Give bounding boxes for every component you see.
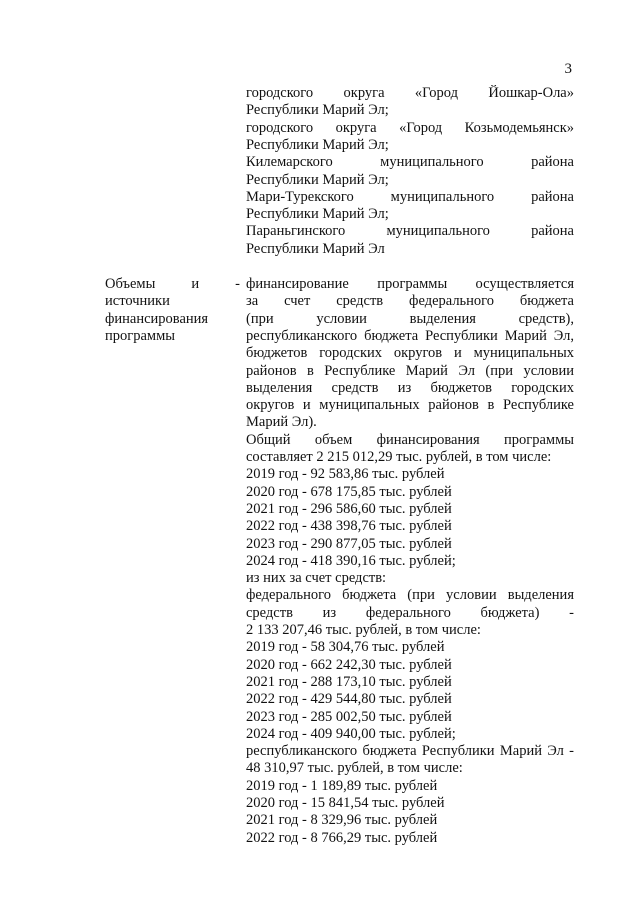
financing-line: 2019 год - 58 304,76 тыс. рублей xyxy=(246,639,445,656)
page-number: 3 xyxy=(564,61,572,77)
financing-line: 2023 год - 285 002,50 тыс. рублей xyxy=(246,708,452,725)
financing-line: районов в Республике Марий Эл (при условии xyxy=(246,362,574,379)
municipality-line: городского округа «Город Козьмодемьянск» xyxy=(246,119,574,136)
section-label-line: Объемы и - xyxy=(105,276,240,292)
financing-line: республиканского бюджета Республики Марий Эл, xyxy=(246,327,574,344)
municipality-line: Республики Марий Эл; xyxy=(246,136,389,153)
financing-line: Марий Эл). xyxy=(246,414,317,431)
financing-line: 2020 год - 662 242,30 тыс. рублей xyxy=(246,656,452,673)
financing-line: 2021 год - 288 173,10 тыс. рублей xyxy=(246,673,452,690)
municipality-line: Республики Марий Эл; xyxy=(246,206,389,223)
financing-line: 2024 год - 409 940,00 тыс. рублей; xyxy=(246,725,456,742)
municipality-line: Мари-Турекского муниципального района xyxy=(246,188,574,205)
municipality-line: Республики Марий Эл; xyxy=(246,171,389,188)
financing-line: 2021 год - 8 329,96 тыс. рублей xyxy=(246,812,438,829)
financing-line: республиканского бюджета Республики Марий Эл - xyxy=(246,743,574,760)
financing-line: бюджетов городских округов и муниципальных xyxy=(246,345,574,362)
municipality-line: Килемарского муниципального района xyxy=(246,154,574,171)
municipality-line: Республики Марий Эл xyxy=(246,240,385,257)
financing-line: 2 133 207,46 тыс. рублей, в том числе: xyxy=(246,622,481,638)
financing-line: средств из федерального бюджета) - xyxy=(246,604,574,621)
financing-line: 2020 год - 15 841,54 тыс. рублей xyxy=(246,795,445,811)
section-label-line: источники xyxy=(105,293,170,310)
financing-line: 2019 год - 92 583,86 тыс. рублей xyxy=(246,466,445,483)
financing-line: 48 310,97 тыс. рублей, в том числе: xyxy=(246,760,463,777)
municipality-line: Параньгинского муниципального района xyxy=(246,223,574,240)
financing-line: 2021 год - 296 586,60 тыс. рублей xyxy=(246,500,452,517)
financing-line: 2019 год - 1 189,89 тыс. рублей xyxy=(246,777,438,794)
municipality-line: Республики Марий Эл; xyxy=(246,102,389,119)
section-label-line: финансирования xyxy=(105,310,209,327)
financing-line: 2022 год - 8 766,29 тыс. рублей xyxy=(246,829,438,846)
financing-line: 2024 год - 418 390,16 тыс. рублей; xyxy=(246,552,456,569)
financing-line: составляет 2 215 012,29 тыс. рублей, в том числе: xyxy=(246,449,552,465)
financing-line: за счет средств федерального бюджета xyxy=(246,293,574,310)
section-label-line: программы xyxy=(105,327,175,344)
financing-line: 2020 год - 678 175,85 тыс. рублей xyxy=(246,483,452,500)
financing-line: выделения средств из бюджетов городских xyxy=(246,379,574,396)
financing-line: 2022 год - 438 398,76 тыс. рублей xyxy=(246,518,452,535)
financing-line: Общий объем финансирования программы xyxy=(246,431,574,448)
financing-line: финансирование программы осуществляется xyxy=(246,276,574,292)
financing-line: федерального бюджета (при условии выделения xyxy=(246,587,574,604)
financing-line: 2022 год - 429 544,80 тыс. рублей xyxy=(246,691,452,708)
financing-line: округов и муниципальных районов в Республике xyxy=(246,397,574,414)
municipality-line: городского округа «Город Йошкар-Ола» xyxy=(246,85,574,101)
financing-line: из них за счет средств: xyxy=(246,570,387,587)
financing-line: (при условии выделения средств), xyxy=(246,310,574,327)
financing-line: 2023 год - 290 877,05 тыс. рублей xyxy=(246,535,452,552)
